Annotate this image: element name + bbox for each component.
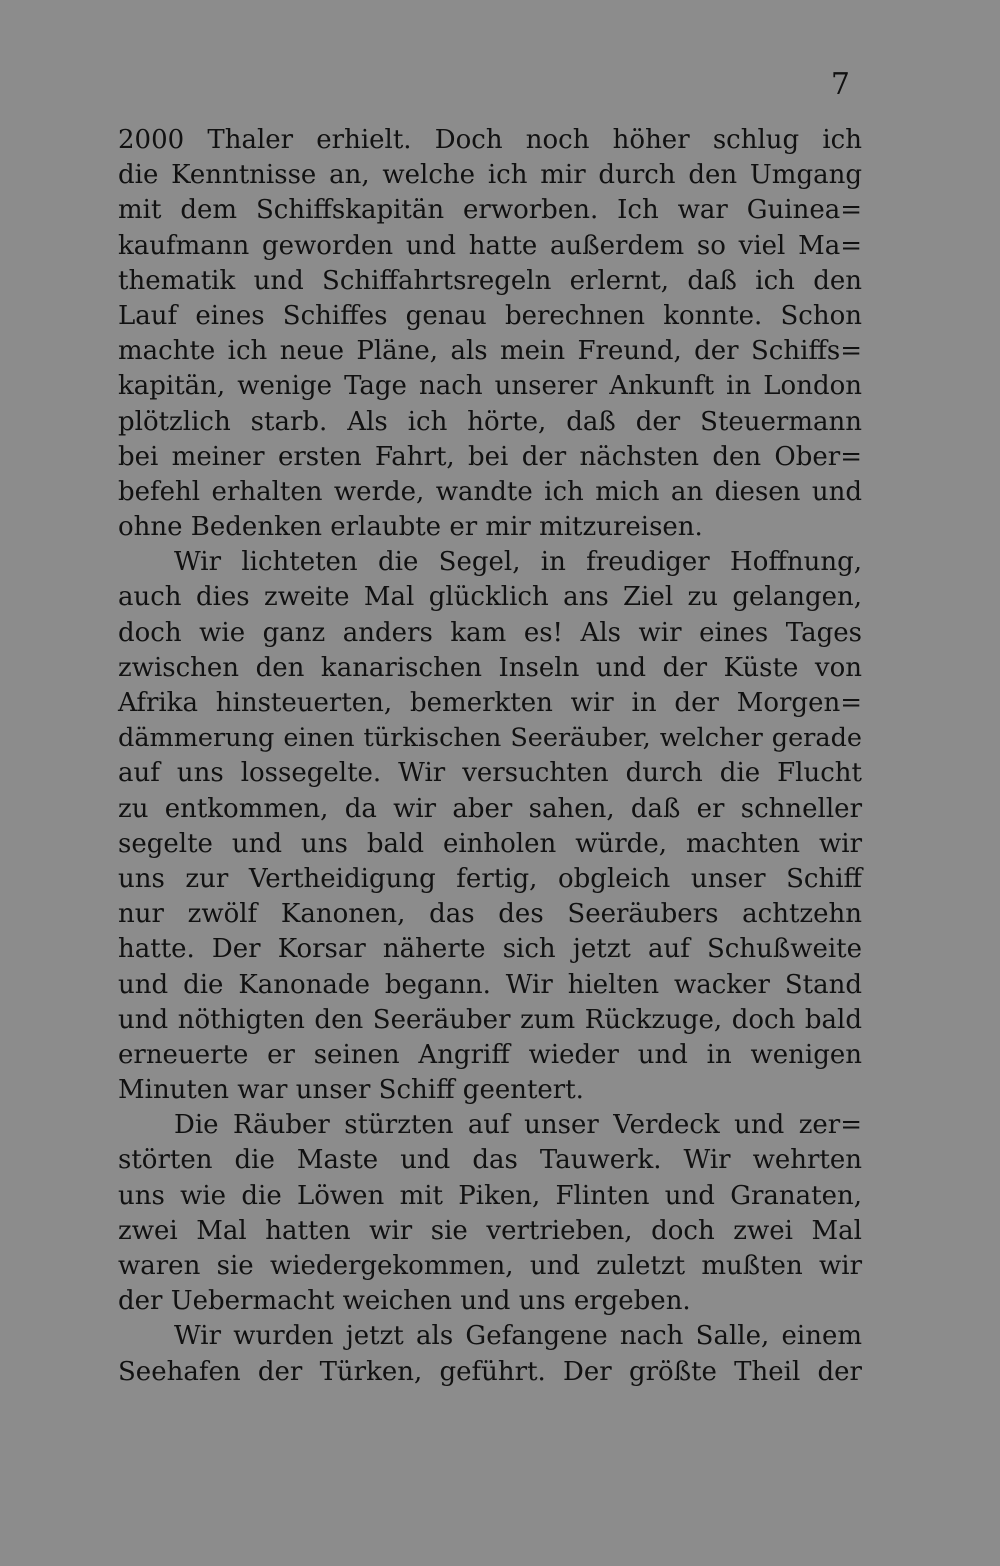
text-line: thematik und Schiffahrtsregeln erlernt, daß ich den xyxy=(118,265,862,296)
text-line: und die Kanonade begann. Wir hielten wacker Stand xyxy=(118,969,862,1000)
text-line: waren sie wiedergekommen, und zuletzt mußten wir xyxy=(118,1251,862,1281)
text-line: bei meiner ersten Fahrt, bei der nächsten den Ober= xyxy=(118,441,862,472)
text-line: der Uebermacht weichen und uns ergeben. xyxy=(118,1286,691,1317)
text-line: doch wie ganz anders kam es! Als wir eines Tages xyxy=(118,617,862,648)
text-line: ohne Bedenken erlaubte er mir mitzureisen. xyxy=(118,512,703,543)
text-line: zu entkommen, da wir aber sahen, daß er schneller xyxy=(118,793,862,824)
text-line: Seehafen der Türken, geführt. Der größte Theil der xyxy=(118,1356,862,1387)
text-line: Afrika hinsteuerten, bemerkten wir in der Morgen= xyxy=(118,688,862,718)
text-line: befehl erhalten werde, wandte ich mich an diesen und xyxy=(118,476,862,507)
text-line: 2000 Thaler erhielt. Doch noch höher schlug ich xyxy=(118,125,862,155)
text-line: Die Räuber stürzten auf unser Verdeck und zer= xyxy=(174,1110,862,1141)
text-line: zwischen den kanarischen Inseln und der Küste von xyxy=(118,652,862,683)
text-line: dämmerung einen türkischen Seeräuber, welcher gerade xyxy=(118,723,862,754)
text-line: erneuerte er seinen Angriff wieder und in wenigen xyxy=(118,1039,862,1070)
text-line: Lauf eines Schiffes genau berechnen konnte. Schon xyxy=(118,300,862,331)
text-line: zwei Mal hatten wir sie vertrieben, doch zwei Mal xyxy=(118,1215,862,1246)
text-line: störten die Maste und das Tauwerk. Wir wehrten xyxy=(118,1145,862,1176)
text-line: und nöthigten den Seeräuber zum Rückzuge, doch bald xyxy=(118,1004,862,1035)
text-line: hatte. Der Korsar näherte sich jetzt auf Schußweite xyxy=(118,934,862,965)
text-line: auch dies zweite Mal glücklich ans Ziel zu gelangen, xyxy=(118,582,862,613)
text-line: plötzlich starb. Als ich hörte, daß der Steuermann xyxy=(118,406,862,437)
text-line: die Kenntnisse an, welche ich mir durch den Umgang xyxy=(118,160,862,191)
text-line: mit dem Schiffskapitän erworben. Ich war Guinea= xyxy=(118,195,862,226)
text-line: nur zwölf Kanonen, das des Seeräubers achtzehn xyxy=(118,899,862,930)
text-line: uns wie die Löwen mit Piken, Flinten und Granaten, xyxy=(118,1180,862,1211)
text-line: kaufmann geworden und hatte außerdem so viel Ma= xyxy=(118,230,862,261)
text-line: Wir lichteten die Segel, in freudiger Hoffnung, xyxy=(174,547,862,578)
text-line: kapitän, wenige Tage nach unserer Ankunft in London xyxy=(118,371,862,402)
text-line: Minuten war unser Schiff geentert. xyxy=(118,1075,584,1106)
text-line: uns zur Vertheidigung fertig, obgleich unser Schiff xyxy=(118,863,862,894)
text-line: machte ich neue Pläne, als mein Freund, der Schiffs= xyxy=(118,336,862,367)
page-number: 7 xyxy=(830,67,850,102)
body-text xyxy=(118,123,862,1390)
text-line: segelte und uns bald einholen würde, machten wir xyxy=(118,828,862,859)
text-line: Wir wurden jetzt als Gefangene nach Salle, einem xyxy=(174,1321,862,1352)
text-line: auf uns lossegelte. Wir versuchten durch die Flucht xyxy=(118,758,862,789)
